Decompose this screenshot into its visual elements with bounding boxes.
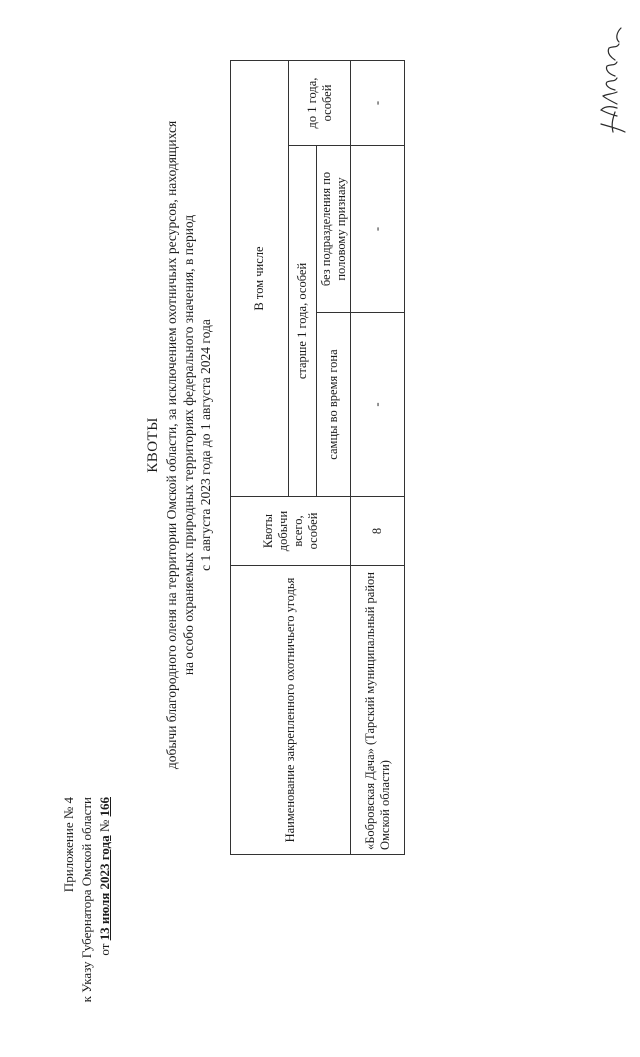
handwritten-signature [595, 20, 635, 140]
decree-date-line [96, 797, 113, 1057]
row-hunting-ground-name: «Бобровская Дача» (Тарский муниципальный район Омской области) [350, 565, 405, 855]
header-quota-total: Квоты добычи всего, особей [230, 496, 351, 566]
header-including: В том числе [230, 60, 289, 497]
decree-number: 166 [97, 797, 112, 817]
row-quota-total: 8 [350, 496, 405, 566]
title-line-1: добычи благородного оленя на территории Омской области, за исключением охотничьих ресурсов, находящихся [164, 120, 179, 770]
title-line-2: на особо охраняемых природных территориях федерального значения, в период [181, 214, 196, 676]
header-no-sex-division: без подразделения по половому признаку [316, 145, 351, 313]
header-males-rut: самцы во время гона [316, 312, 351, 497]
title-line-3: с 1 августа 2023 года до 1 августа 2024 года [198, 319, 213, 571]
decree-reference: к Указу Губернатора Омской области [79, 797, 94, 1003]
header-hunting-ground: Наименование закрепленного охотничьего угодья [230, 565, 351, 855]
row-under-one: - [350, 60, 405, 146]
decree-date: 13 июля 2023 года [97, 835, 112, 941]
number-prefix: № [97, 819, 112, 833]
appendix-number: Приложение № 4 [61, 797, 76, 893]
signature-stroke [601, 28, 625, 132]
page-title: КВОТЫ [145, 417, 161, 473]
row-males-rut: - [350, 312, 405, 497]
header-under-one: до 1 года, особей [288, 60, 351, 146]
date-prefix: от [97, 943, 112, 956]
header-older-than-one: старше 1 года, особей [288, 145, 317, 497]
row-no-sex-division: - [350, 145, 405, 313]
